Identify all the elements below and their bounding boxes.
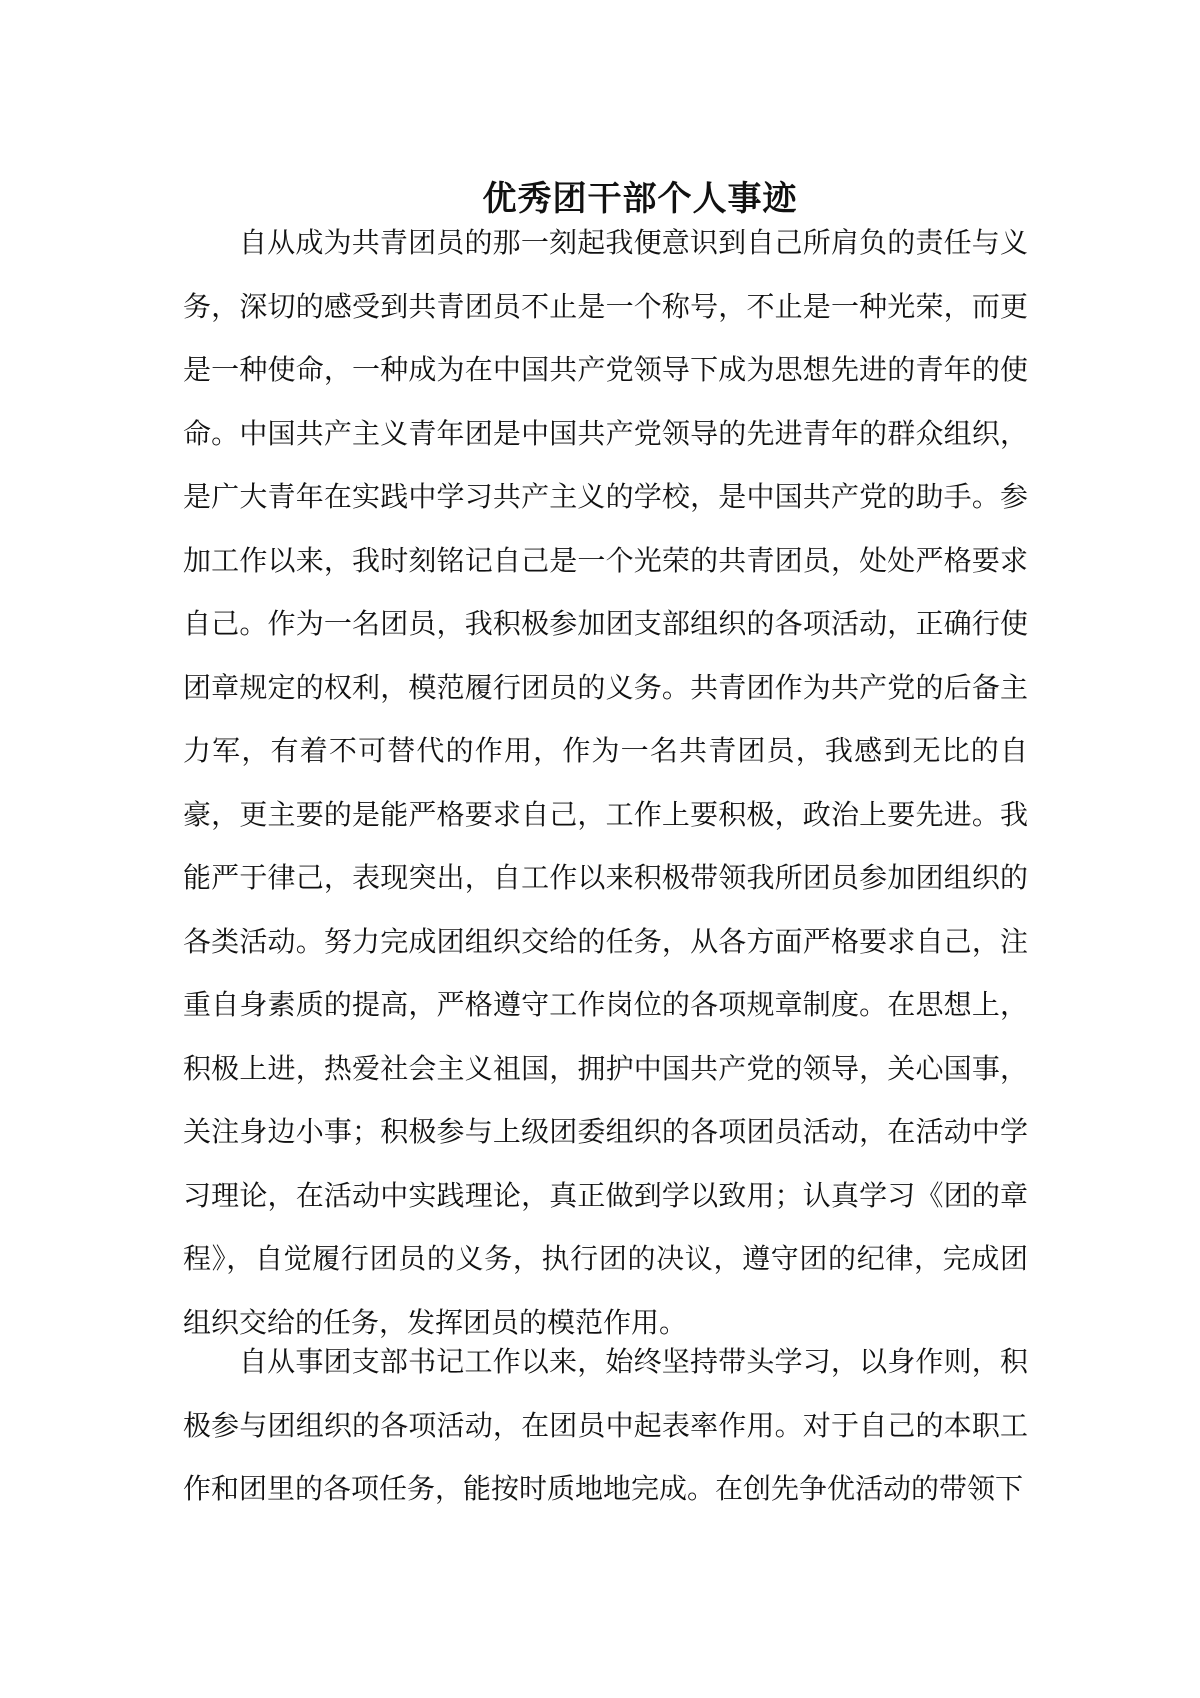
body-paragraph-2: 自从事团支部书记工作以来，始终坚持带头学习，以身作则，积极参与团组织的各项活动，在团员中起表率作用。对于自己的本职工作和团里的各项任务，能按时质地地完成。在创先争优活动的带领下: [183, 1345, 1028, 1505]
body-paragraph-1: 自从成为共青团员的那一刻起我便意识到自己所肩负的责任与义务，深切的感受到共青团员不止是一个称号，不止是一种光荣，而更是一种使命，一种成为在中国共产党领导下成为思想先进的青年的使命。中国共产主义青年团是中国共产党领导的先进青年的群众组织，是广大青年在实践中学习共产主义的学校，是中国共产党的助手。参加工作以来，我时刻铭记自己是一个光荣的共青团员，处处严格要求自己。作为一名团员，我积极参加团支部组织的各项活动，正确行使团章规定的权利，模范履行团员的义务。共青团作为共产党的后备主力军，有着不可替代的作用，作为一名共青团员，我感到无比的自豪，更主要的是能严格要求自己，工作上要积极，政治上要先进。我能严于律己，表现突出，自工作以来积极带领我所团员参加团组织的各类活动。努力完成团组织交给的任务，从各方面严格要求自己，注重自身素质的提高，严格遵守工作岗位的各项规章制度。在思想上，积极上进，热爱社会主义祖国，拥护中国共产党的领导，关心国事，关注身边小事；积极参与上级团委组织的各项团员活动，在活动中学习理论，在活动中实践理论，真正做到学以致用；认真学习《团的章程》，自觉履行团员的义务，执行团的决议，遵守团的纪律，完成团组织交给的任务，发挥团员的模范作用。: [183, 226, 1028, 1339]
document-title: 优秀团干部个人事迹: [482, 178, 798, 219]
